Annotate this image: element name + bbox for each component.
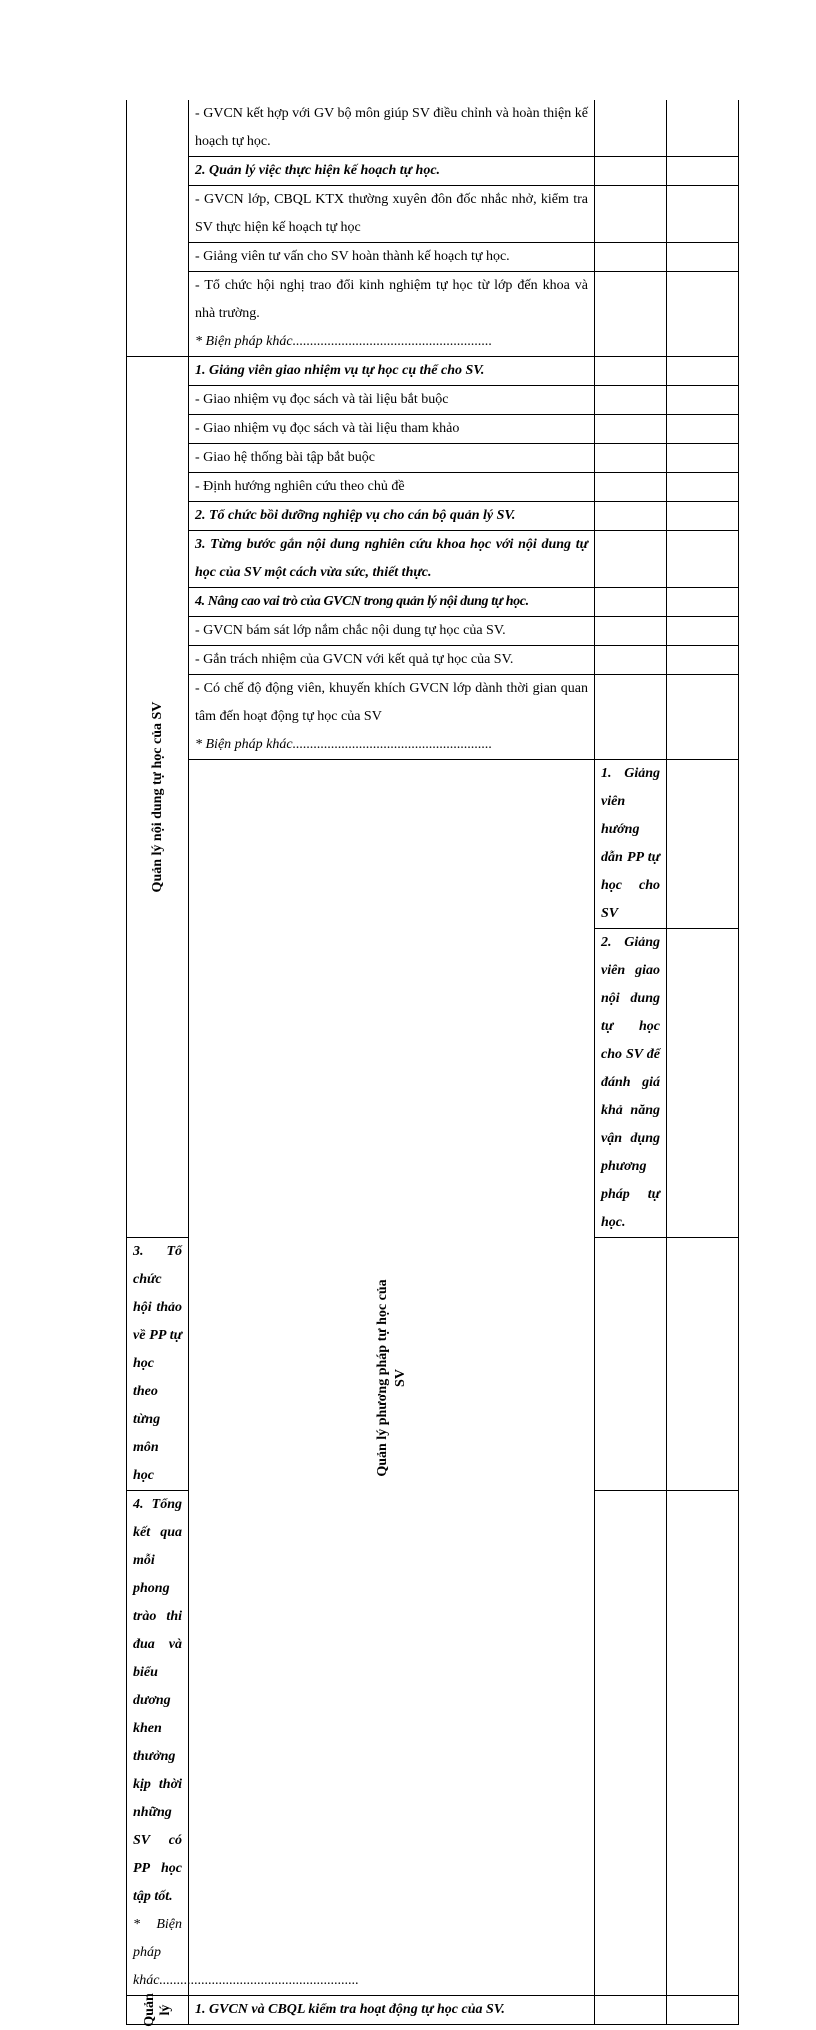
item-heading: 2. Tổ chức bồi dưỡng nghiệp vụ cho cán bộ quản lý SV. — [189, 502, 595, 531]
item-text: - Giao nhiệm vụ đọc sách và tài liệu tham khảo — [189, 415, 595, 444]
other-measures: * Biện pháp khác......................................................... — [127, 1911, 189, 1996]
group-cell-method — [189, 760, 595, 1996]
item-heading: 3. Tổ chức hội thảo về PP tự học theo từng môn học — [127, 1238, 189, 1491]
group-label-method: Quản lý phương pháp tự học của SV — [374, 1278, 408, 1477]
item-text: - Giảng viên tư vấn cho SV hoàn thành kế hoạch tự học. — [189, 243, 595, 272]
table-row — [127, 100, 739, 157]
rating-cell — [667, 386, 739, 415]
rating-cell — [595, 157, 667, 186]
rating-cell — [595, 415, 667, 444]
item-text: - Giao hệ thống bài tập bắt buộc — [189, 444, 595, 473]
rating-cell — [595, 386, 667, 415]
item-text: - GVCN bám sát lớp nắm chắc nội dung tự học của SV. — [189, 617, 595, 646]
table-row — [127, 617, 739, 646]
rating-cell — [595, 186, 667, 243]
table-row — [127, 531, 739, 588]
item-heading: 3. Từng bước gắn nội dung nghiên cứu khoa học với nội dung tự học của SV một cách vừa sức, thiết thực. — [189, 531, 595, 588]
rating-cell — [667, 186, 739, 243]
other-measures: * Biện pháp khác......................................................... — [189, 328, 595, 357]
rating-cell — [667, 473, 739, 502]
item-heading: 1. GVCN và CBQL kiểm tra hoạt động tự học của SV. — [189, 1996, 595, 2025]
rating-cell — [667, 243, 739, 272]
item-heading: 2. Quản lý việc thực hiện kế hoạch tự học. — [189, 157, 595, 186]
table-row — [127, 357, 739, 386]
rating-cell — [667, 272, 739, 357]
item-text: - GVCN lớp, CBQL KTX thường xuyên đôn đốc nhắc nhở, kiểm tra SV thực hiện kế hoạch tự học — [189, 186, 595, 243]
table-row — [127, 386, 739, 415]
table-row — [127, 502, 739, 531]
group-cell-continued — [127, 100, 189, 357]
table-row — [127, 186, 739, 243]
item-text: - Giao nhiệm vụ đọc sách và tài liệu bắt buộc — [189, 386, 595, 415]
item-text: - Định hướng nghiên cứu theo chủ đề — [189, 473, 595, 502]
table-row — [127, 760, 739, 929]
rating-cell — [595, 1491, 667, 1996]
group-label-next: Quản lý — [141, 1993, 173, 2027]
rating-cell — [595, 444, 667, 473]
table-row — [127, 243, 739, 272]
rating-cell — [595, 100, 667, 157]
group-cell-next — [127, 1993, 189, 2027]
table-row — [127, 415, 739, 444]
rating-cell — [595, 357, 667, 386]
rating-cell — [595, 1238, 667, 1491]
rating-cell — [595, 588, 667, 617]
item-heading: 4. Nâng cao vai trò của GVCN trong quản lý nội dung tự học. — [189, 588, 595, 617]
rating-cell — [667, 646, 739, 675]
rating-cell — [667, 1238, 739, 1491]
rating-cell — [595, 531, 667, 588]
table-row — [127, 473, 739, 502]
table-row — [127, 675, 739, 732]
group-label-content: Quản lý nội dung tự học của SV — [149, 701, 165, 893]
rating-cell — [595, 646, 667, 675]
rating-cell — [667, 444, 739, 473]
rating-cell — [595, 272, 667, 357]
item-heading: 4. Tổng kết qua mỗi phong trào thi đua và biểu dương khen thưởng kịp thời những SV có PP học tập tốt. — [127, 1491, 189, 1912]
table-row — [127, 588, 739, 617]
rating-cell — [667, 357, 739, 386]
rating-cell — [667, 531, 739, 588]
rating-cell — [667, 1491, 739, 1996]
rating-cell — [595, 243, 667, 272]
survey-table — [126, 100, 739, 2025]
table-row — [127, 646, 739, 675]
group-cell-content — [127, 357, 189, 1238]
rating-cell — [667, 929, 739, 1238]
item-heading: 1. Giảng viên hướng dẫn PP tự học cho SV — [595, 760, 667, 929]
rating-cell — [667, 1996, 739, 2025]
rating-cell — [595, 1996, 667, 2025]
rating-cell — [667, 502, 739, 531]
table-row — [127, 444, 739, 473]
rating-cell — [667, 617, 739, 646]
item-text: - Có chế độ động viên, khuyến khích GVCN lớp dành thời gian quan tâm đến hoạt động tự học của SV — [189, 675, 595, 732]
other-measures: * Biện pháp khác......................................................... — [189, 731, 595, 760]
rating-cell — [667, 415, 739, 444]
table-row — [127, 157, 739, 186]
rating-cell — [667, 675, 739, 760]
item-text: - GVCN kết hợp với GV bộ môn giúp SV điều chỉnh và hoàn thiện kế hoạch tự học. — [189, 100, 595, 157]
item-heading: 1. Giảng viên giao nhiệm vụ tự học cụ thể cho SV. — [189, 357, 595, 386]
table-row — [127, 272, 739, 329]
rating-cell — [667, 760, 739, 929]
item-heading: 2. Giảng viên giao nội dung tự học cho SV để đánh giá khả năng vận dụng phương pháp tự học. — [595, 929, 667, 1238]
rating-cell — [595, 502, 667, 531]
rating-cell — [667, 588, 739, 617]
rating-cell — [595, 617, 667, 646]
table-row — [127, 1996, 739, 2025]
rating-cell — [595, 473, 667, 502]
rating-cell — [667, 157, 739, 186]
rating-cell — [595, 675, 667, 760]
item-text: - Gắn trách nhiệm của GVCN với kết quả tự học của SV. — [189, 646, 595, 675]
item-text: - Tổ chức hội nghị trao đổi kinh nghiệm tự học từ lớp đến khoa và nhà trường. — [189, 272, 595, 329]
rating-cell — [667, 100, 739, 157]
